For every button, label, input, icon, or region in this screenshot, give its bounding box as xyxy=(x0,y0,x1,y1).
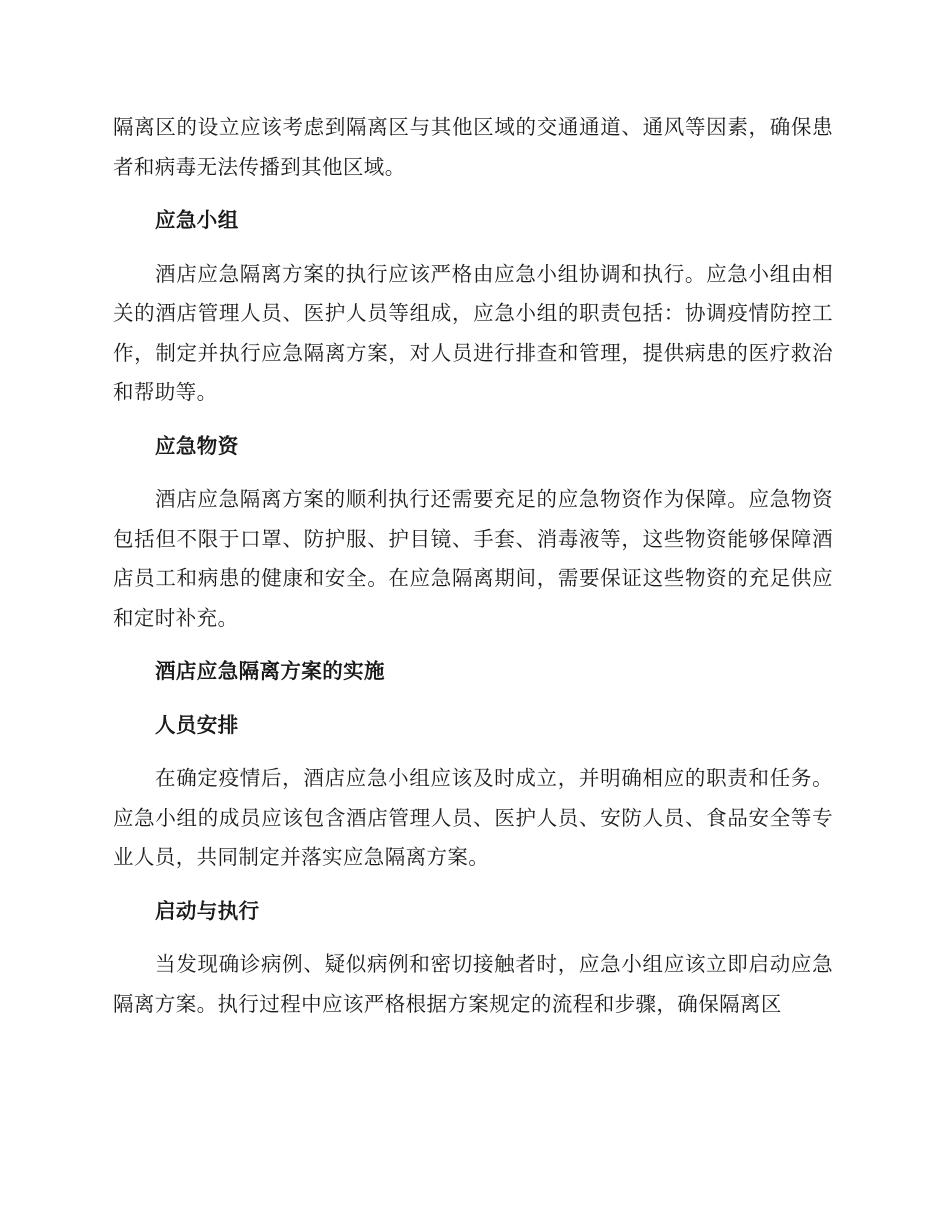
document-body xyxy=(113,108,833,1024)
heading-launch-execution: 启动与执行 xyxy=(155,898,260,923)
paragraph-launch-execution: 当发现确诊病例、疑似病例和密切接触者时，应急小组应该立即启动应急隔离方案。执行过程中应该严格根据方案规定的流程和步骤，确保隔离区 xyxy=(113,952,833,1016)
heading-emergency-team: 应急小组 xyxy=(155,208,239,232)
heading-staffing: 人员安排 xyxy=(155,712,239,737)
heading-implementation: 酒店应急隔离方案的实施 xyxy=(155,659,385,683)
heading-emergency-supplies: 应急物资 xyxy=(155,433,239,458)
paragraph-emergency-supplies: 酒店应急隔离方案的顺利执行还需要充足的应急物资作为保障。应急物资包括但不限于口罩、防护服、护目镜、手套、消毒液等，这些物资能够保障酒店员工和病患的健康和安全。在应急隔离期间，需要保证这些物资的充足供应和定时补充。 xyxy=(113,487,833,630)
paragraph-emergency-team: 酒店应急隔离方案的执行应该严格由应急小组协调和执行。应急小组由相关的酒店管理人员、医护人员等组成，应急小组的职责包括：协调疫情防控工作，制定并执行应急隔离方案，对人员进行排查和管理，提供病患的医疗救治和帮助等。 xyxy=(113,261,833,404)
paragraph-staffing: 在确定疫情后，酒店应急小组应该及时成立，并明确相应的职责和任务。应急小组的成员应该包含酒店管理人员、医护人员、安防人员、食品安全等专业人员，共同制定并落实应急隔离方案。 xyxy=(113,766,833,869)
paragraph-isolation-zone: 隔离区的设立应该考虑到隔离区与其他区域的交通通道、通风等因素，确保患者和病毒无法传播到其他区域。 xyxy=(113,115,833,179)
